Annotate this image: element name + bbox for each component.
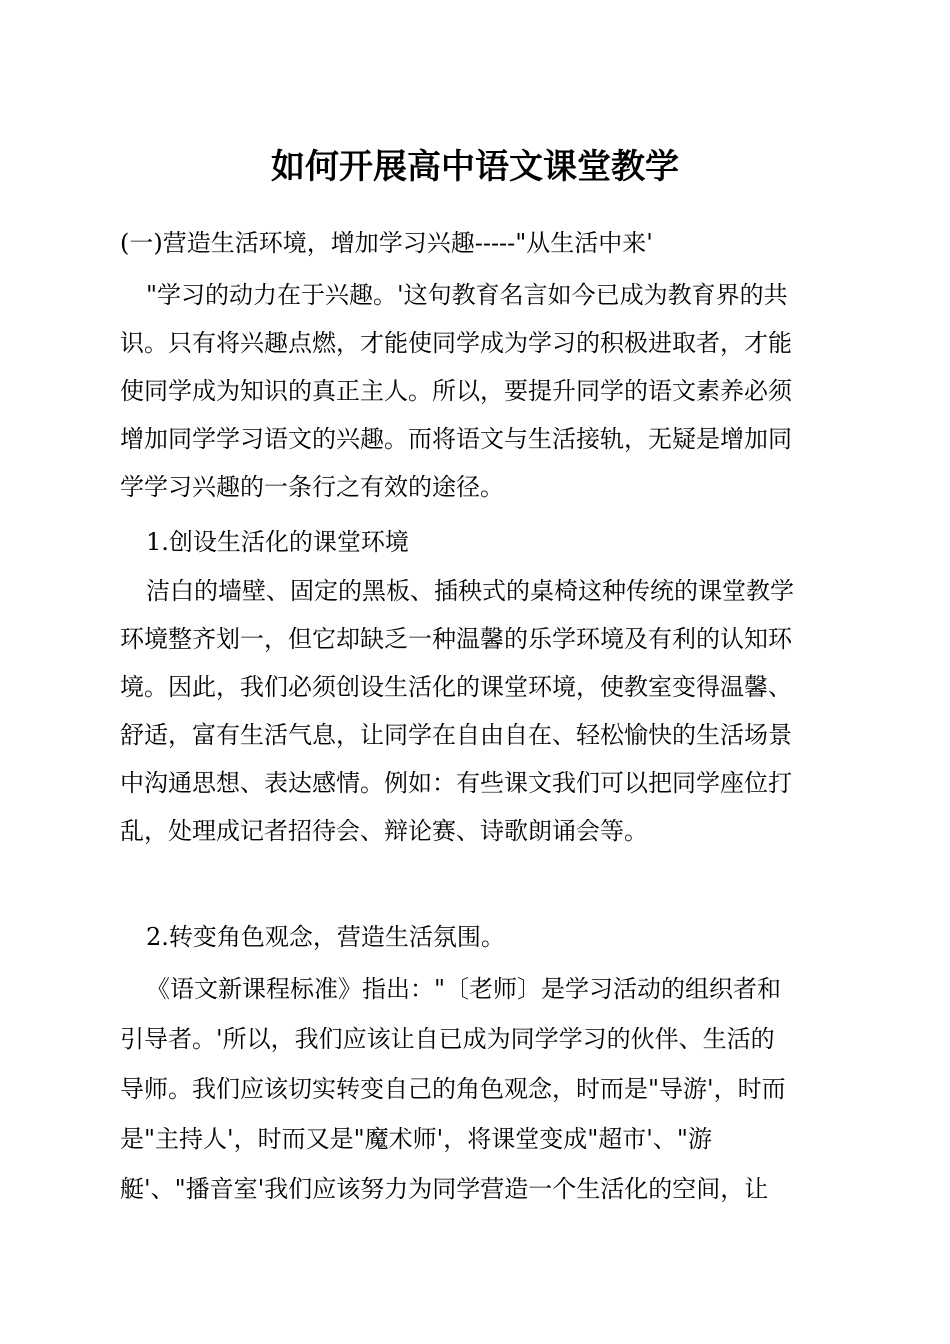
paragraph-line: 洁白的墙壁、固定的黑板、插秧式的桌椅这种传统的课堂教学 bbox=[146, 577, 794, 605]
paragraph-line: 学学习兴趣的一条行之有效的途径。 bbox=[120, 473, 504, 501]
paragraph-line: 《语文新课程标准》指出："〔老师〕是学习活动的组织者和 bbox=[146, 975, 782, 1003]
paragraph-line: 导师。我们应该切实转变自己的角色观念，时而是"导游'，时而 bbox=[120, 1075, 786, 1103]
paragraph-line: 环境整齐划一，但它却缺乏一种温馨的乐学环境及有利的认知环 bbox=[120, 625, 792, 653]
subsection-heading: 2.转变角色观念，营造生活氛围。 bbox=[146, 923, 505, 951]
document-title: 如何开展高中语文课堂教学 bbox=[271, 147, 679, 187]
paragraph-line: 引导者。'所以，我们应该让自已成为同学学习的伙伴、生活的 bbox=[120, 1025, 775, 1053]
paragraph-line: 使同学成为知识的真正主人。所以，要提升同学的语文素养必须 bbox=[120, 377, 792, 405]
paragraph-line: 是"主持人'，时而又是"魔术师'，将课堂变成"超市'、"游 bbox=[120, 1125, 712, 1153]
paragraph-line: 境。因此，我们必须创设生活化的课堂环境，使教室变得温馨、 bbox=[120, 673, 792, 701]
paragraph-line: 增加同学学习语文的兴趣。而将语文与生活接轨，无疑是增加同 bbox=[120, 425, 792, 453]
subsection-heading: 1.创设生活化的课堂环境 bbox=[146, 528, 409, 556]
paragraph-line: 乱，处理成记者招待会、辩论赛、诗歌朗诵会等。 bbox=[120, 817, 648, 845]
paragraph-line: 舒适，富有生活气息，让同学在自由自在、轻松愉快的生活场景 bbox=[120, 721, 792, 749]
section-heading: (一)营造生活环境，增加学习兴趣-----"从生活中来' bbox=[120, 229, 653, 257]
paragraph-line: 中沟通思想、表达感情。例如：有些课文我们可以把同学座位打 bbox=[120, 769, 792, 797]
paragraph-line: 艇'、"播音室'我们应该努力为同学营造一个生活化的空间，让 bbox=[120, 1175, 769, 1203]
paragraph-line: 识。只有将兴趣点燃，才能使同学成为学习的积极进取者，才能 bbox=[120, 329, 792, 357]
paragraph-line: "学习的动力在于兴趣。'这句教育名言如今已成为教育界的共 bbox=[146, 281, 788, 309]
